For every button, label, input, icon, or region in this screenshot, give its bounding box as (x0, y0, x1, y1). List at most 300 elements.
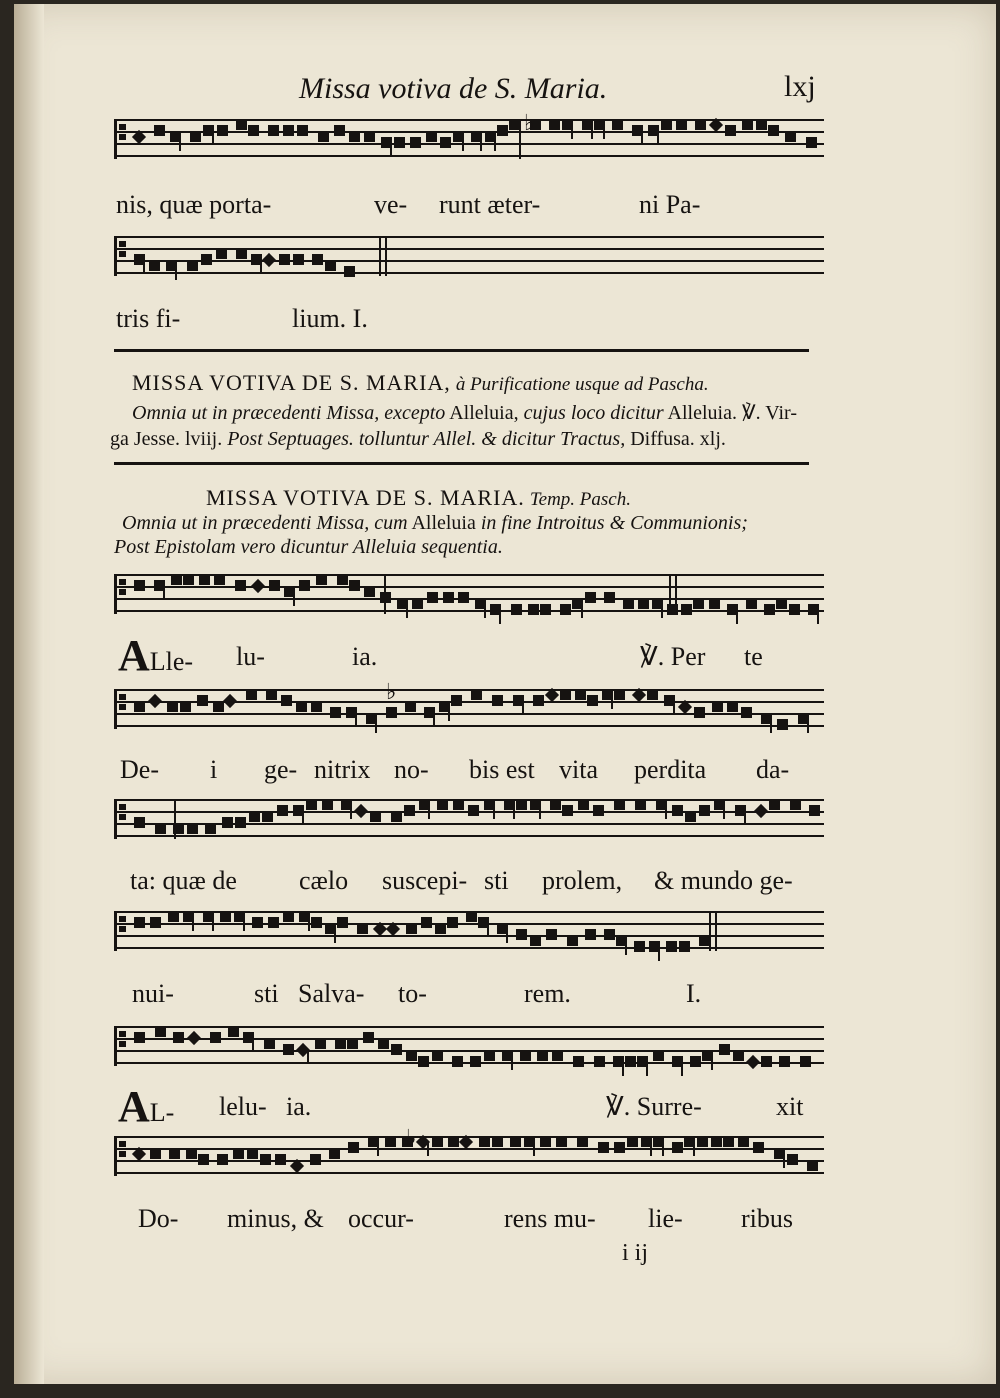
square-neume-icon (627, 1136, 638, 1147)
signature-mark: i ij (622, 1240, 649, 1266)
initial-letter: A (118, 1082, 150, 1131)
square-neume-icon (210, 1032, 221, 1043)
square-neume-icon (746, 598, 757, 609)
rubric-heading: MISSA VOTIVA DE S. MARIA, à Purificatione usque ad Pascha. (132, 370, 709, 395)
square-neume-icon (299, 580, 310, 591)
square-neume-icon (809, 805, 820, 816)
neume-stem (212, 917, 214, 931)
square-neume-icon (800, 1056, 811, 1067)
neume-stem (511, 1056, 513, 1070)
rubric-line: Omnia ut in præcedenti Missa, cum Alleluia in fine Introitus & Communionis; (122, 512, 748, 534)
square-neume-icon (556, 1136, 567, 1147)
square-neume-icon (742, 119, 753, 130)
lyric-syllable: lie- (648, 1204, 683, 1233)
neume-stem (673, 701, 675, 715)
square-neume-icon (661, 119, 672, 130)
square-neume-icon (235, 580, 246, 591)
double-bar-line (675, 574, 677, 614)
neume-stem (377, 1142, 379, 1156)
square-neume-icon (711, 1136, 722, 1147)
neume-stem (770, 719, 772, 733)
lyric-syllable: to- (398, 979, 427, 1008)
neume-stem (334, 929, 336, 943)
neume-stem (212, 131, 214, 145)
square-neume-icon (279, 254, 290, 265)
square-neume-icon (719, 1044, 730, 1055)
square-neume-icon (614, 799, 625, 810)
square-neume-icon (155, 1026, 166, 1037)
neume-stem (625, 941, 627, 955)
square-neume-icon (560, 689, 571, 700)
lyric-syllable: lu- (236, 642, 265, 671)
square-neume-icon (685, 811, 696, 822)
square-neume-icon (201, 254, 212, 265)
square-neume-icon (349, 580, 360, 591)
lyric-syllable: rem. (524, 979, 571, 1008)
square-neume-icon (349, 131, 360, 142)
square-neume-icon (443, 592, 454, 603)
rubric-line: Post Epistolam vero dicuntur Alleluia sequentia. (114, 536, 503, 558)
square-neume-icon (310, 1154, 321, 1165)
square-neume-icon (220, 911, 231, 922)
square-neume-icon (329, 1148, 340, 1159)
neume-stem (462, 137, 464, 151)
lyric-syllable: xit (776, 1092, 804, 1121)
folio-number: lxj (784, 70, 816, 103)
rubric-line: ga Jesse. lviij. Post Septuages. tolluntur Allel. & dicitur Tractus, Diffusa. xlj. (110, 428, 726, 450)
square-neume-icon (492, 1136, 503, 1147)
square-neume-icon (789, 604, 800, 615)
neume-stem (650, 1142, 652, 1156)
lyric-syllable: nitrix (314, 755, 371, 784)
square-neume-icon (458, 592, 469, 603)
square-neume-icon (768, 125, 779, 136)
lyric-syllable: suscepi- (382, 866, 468, 895)
running-title: Missa votiva de S. Maria. (299, 72, 608, 105)
square-neume-icon (406, 1050, 417, 1061)
square-neume-icon (275, 1154, 286, 1165)
double-bar-line (669, 574, 671, 614)
lyric-syllable: runt æter- (439, 190, 541, 219)
square-neume-icon (150, 1148, 161, 1159)
square-neume-icon (364, 586, 375, 597)
rubric-line: Omnia ut in præcedenti Missa, excepto Alleluia, cujus loco dicitur Alleluia. ℣. Vir- (132, 402, 797, 424)
square-neume-icon (470, 1056, 481, 1067)
square-neume-icon (533, 695, 544, 706)
neume-stem (783, 1154, 785, 1168)
square-neume-icon (337, 574, 348, 585)
double-bar-line (709, 911, 711, 951)
lyric-syllable: vita (559, 755, 598, 784)
square-neume-icon (187, 823, 198, 834)
neume-stem (506, 929, 508, 943)
square-neume-icon (268, 917, 279, 928)
square-neume-icon (672, 805, 683, 816)
square-neume-icon (283, 125, 294, 136)
c-clef-icon (114, 574, 127, 614)
square-neume-icon (213, 701, 224, 712)
square-neume-icon (779, 1056, 790, 1067)
square-neume-icon (283, 1044, 294, 1055)
neume-stem (260, 260, 262, 274)
square-neume-icon (435, 923, 446, 934)
square-neume-icon (421, 917, 432, 928)
square-neume-icon (318, 131, 329, 142)
square-neume-icon (577, 1136, 588, 1147)
neume-stem (493, 805, 495, 819)
square-neume-icon (217, 1154, 228, 1165)
lyric-syllable: ni Pa- (639, 190, 701, 219)
neume-stem (581, 604, 583, 618)
square-neume-icon (694, 707, 705, 718)
square-neume-icon (614, 1142, 625, 1153)
square-neume-icon (594, 1056, 605, 1067)
square-neume-icon (733, 1050, 744, 1061)
lyric-syllable: ALle- (118, 631, 194, 680)
chant-staff-4 (114, 689, 824, 729)
square-neume-icon (709, 598, 720, 609)
c-clef-icon (114, 799, 127, 839)
neume-stem (308, 917, 310, 931)
neume-stem (375, 719, 377, 733)
square-neume-icon (347, 1038, 358, 1049)
square-neume-icon (738, 1136, 749, 1147)
neume-stem (302, 811, 304, 825)
square-neume-icon (394, 137, 405, 148)
square-neume-icon (587, 695, 598, 706)
square-neume-icon (169, 1148, 180, 1159)
square-neume-icon (264, 1038, 275, 1049)
square-neume-icon (492, 695, 503, 706)
neume-stem (513, 805, 515, 819)
square-neume-icon (437, 799, 448, 810)
square-neume-icon (725, 125, 736, 136)
square-neume-icon (134, 817, 145, 828)
neume-stem (807, 719, 809, 733)
square-neume-icon (337, 917, 348, 928)
square-neume-icon (756, 119, 767, 130)
neume-stem (665, 805, 667, 819)
square-neume-icon (357, 923, 368, 934)
square-neume-icon (233, 1148, 244, 1159)
square-neume-icon (334, 125, 345, 136)
square-neume-icon (150, 917, 161, 928)
rubric-heading: MISSA VOTIVA DE S. MARIA. Temp. Pasch. (206, 485, 631, 510)
rhombus-neume-icon (223, 694, 237, 708)
square-neume-icon (484, 1050, 495, 1061)
square-neume-icon (293, 254, 304, 265)
lyric-syllable: nis, quæ porta- (116, 190, 272, 219)
neume-stem (522, 701, 524, 715)
square-neume-icon (468, 805, 479, 816)
lyric-syllable: ge- (264, 755, 298, 784)
square-neume-icon (269, 580, 280, 591)
square-neume-icon (235, 817, 246, 828)
square-neume-icon (214, 574, 225, 585)
square-neume-icon (296, 701, 307, 712)
neume-stem (143, 260, 145, 274)
neume-stem (293, 592, 295, 606)
neume-stem (662, 1142, 664, 1156)
neume-stem (611, 695, 613, 709)
square-neume-icon (604, 929, 615, 940)
lyric-syllable: Salva- (298, 979, 365, 1008)
neume-stem (484, 604, 486, 618)
neume-stem (539, 805, 541, 819)
square-neume-icon (585, 592, 596, 603)
square-neume-icon (540, 1136, 551, 1147)
flat-sign-icon: ♭ (524, 111, 535, 136)
rhombus-neume-icon (354, 804, 368, 818)
rhombus-neume-icon (148, 694, 162, 708)
square-neume-icon (173, 1032, 184, 1043)
square-neume-icon (247, 1148, 258, 1159)
square-neume-icon (222, 817, 233, 828)
lyric-syllable: occur- (348, 1204, 414, 1233)
square-neume-icon (741, 707, 752, 718)
neume-stem (622, 1062, 624, 1076)
chant-staff-1 (114, 119, 824, 159)
square-neume-icon (406, 923, 417, 934)
neume-stem (163, 586, 165, 600)
neume-stem (390, 143, 392, 157)
square-neume-icon (249, 811, 260, 822)
lyric-syllable: rens mu- (504, 1204, 596, 1233)
lyric-syllable: cælo (299, 866, 349, 895)
double-bar-line (385, 236, 387, 276)
square-neume-icon (412, 598, 423, 609)
flat-sign-icon: ♭ (386, 680, 397, 705)
square-neume-icon (149, 260, 160, 271)
square-neume-icon (404, 805, 415, 816)
square-neume-icon (520, 1050, 531, 1061)
square-neume-icon (451, 695, 462, 706)
square-neume-icon (277, 805, 288, 816)
square-neume-icon (712, 701, 723, 712)
chant-staff-7 (114, 1026, 824, 1066)
lyric-syllable: i (210, 755, 218, 784)
square-neume-icon (699, 805, 710, 816)
neume-stem (480, 137, 482, 151)
square-neume-icon (410, 137, 421, 148)
square-neume-icon (769, 799, 780, 810)
neume-stem (243, 917, 245, 931)
square-neume-icon (311, 701, 322, 712)
square-neume-icon (348, 1142, 359, 1153)
neume-stem (711, 1056, 713, 1070)
lyric-syllable: nui- (132, 979, 174, 1008)
square-neume-icon (266, 689, 277, 700)
square-neume-icon (638, 598, 649, 609)
square-neume-icon (180, 701, 191, 712)
square-neume-icon (528, 604, 539, 615)
initial-letter: A (118, 631, 150, 680)
square-neume-icon (604, 592, 615, 603)
square-neume-icon (612, 119, 623, 130)
square-neume-icon (306, 799, 317, 810)
lyric-syllable: De- (120, 755, 159, 784)
square-neume-icon (676, 119, 687, 130)
double-bar-line (715, 911, 717, 951)
square-neume-icon (315, 1038, 326, 1049)
lyric-syllable: ia. (352, 642, 378, 671)
rhombus-neume-icon (754, 804, 768, 818)
square-neume-icon (806, 137, 817, 148)
lyric-syllable: I. (686, 979, 702, 1008)
c-clef-icon (114, 119, 127, 159)
neume-stem (428, 805, 430, 819)
square-neume-icon (448, 1136, 459, 1147)
neume-stem (603, 125, 605, 139)
square-neume-icon (672, 1142, 683, 1153)
square-neume-icon (186, 1148, 197, 1159)
lyric-syllable: ℣. Surre- (606, 1092, 702, 1121)
lyric-syllable: ve- (374, 190, 408, 219)
square-neume-icon (199, 574, 210, 585)
lyric-syllable: ribus (741, 1204, 793, 1233)
lyric-syllable: ℣. Per (640, 642, 706, 671)
square-neume-icon (549, 119, 560, 130)
square-neume-icon (634, 941, 645, 952)
neume-stem (350, 805, 352, 819)
square-neume-icon (316, 574, 327, 585)
rhombus-neume-icon (262, 253, 276, 267)
square-neume-icon (785, 131, 796, 142)
square-neume-icon (364, 131, 375, 142)
lyric-syllable: te (744, 642, 763, 671)
square-neume-icon (330, 707, 341, 718)
square-neume-icon (681, 604, 692, 615)
chant-staff-3 (114, 574, 824, 614)
neume-stem (307, 1050, 309, 1064)
square-neume-icon (187, 260, 198, 271)
square-neume-icon (497, 125, 508, 136)
neume-stem (494, 137, 496, 151)
square-neume-icon (391, 1044, 402, 1055)
square-neume-icon (540, 604, 551, 615)
square-neume-icon (585, 929, 596, 940)
square-neume-icon (647, 689, 658, 700)
neume-stem (406, 604, 408, 618)
neume-stem (591, 125, 593, 139)
square-neume-icon (154, 125, 165, 136)
square-neume-icon (560, 604, 571, 615)
square-neume-icon (537, 1050, 548, 1061)
chant-staff-5 (114, 799, 824, 839)
book-page (14, 4, 996, 1384)
square-neume-icon (573, 1056, 584, 1067)
bar-line (384, 574, 386, 614)
rhombus-neume-icon (251, 579, 265, 593)
square-neume-icon (246, 689, 257, 700)
neume-stem (657, 131, 659, 145)
lyric-syllable: & mundo ge- (654, 866, 793, 895)
square-neume-icon (516, 929, 527, 940)
square-neume-icon (578, 799, 589, 810)
lyric-syllable: ta: quæ de (130, 866, 237, 895)
square-neume-icon (530, 935, 541, 946)
square-neume-icon (440, 137, 451, 148)
square-neume-icon (344, 266, 355, 277)
neume-stem (661, 604, 663, 618)
square-neume-icon (260, 1154, 271, 1165)
square-neume-icon (635, 799, 646, 810)
lyric-syllable: tris fi- (116, 304, 181, 333)
c-clef-icon (114, 236, 127, 276)
neume-stem (192, 917, 194, 931)
square-neume-icon (432, 1050, 443, 1061)
square-neume-icon (432, 1136, 443, 1147)
square-neume-icon (236, 248, 247, 259)
double-bar-line (379, 236, 381, 276)
c-clef-icon (114, 1026, 127, 1066)
square-neume-icon (567, 935, 578, 946)
square-neume-icon (653, 1050, 664, 1061)
neume-stem (736, 610, 738, 624)
square-neume-icon (598, 1142, 609, 1153)
square-neume-icon (807, 1160, 818, 1171)
bar-line (174, 799, 176, 839)
square-neume-icon (511, 604, 522, 615)
lyric-syllable: da- (756, 755, 790, 784)
square-neume-icon (546, 929, 557, 940)
square-neume-icon (418, 1056, 429, 1067)
lyric-syllable: sti (484, 866, 509, 895)
square-neume-icon (262, 811, 273, 822)
lyric-syllable: AL- (118, 1082, 175, 1131)
square-neume-icon (723, 1136, 734, 1147)
rhombus-neume-icon (746, 1055, 760, 1069)
neume-stem (427, 1142, 429, 1156)
square-neume-icon (205, 823, 216, 834)
lyric-syllable: lelu- (219, 1092, 267, 1121)
square-neume-icon (753, 1142, 764, 1153)
square-neume-icon (297, 125, 308, 136)
c-clef-icon (114, 1136, 127, 1176)
square-neume-icon (623, 598, 634, 609)
c-clef-icon (114, 911, 127, 951)
square-neume-icon (168, 911, 179, 922)
square-neume-icon (453, 799, 464, 810)
section-divider (114, 349, 809, 352)
chant-staff-8 (114, 1136, 824, 1176)
square-neume-icon (562, 805, 573, 816)
square-neume-icon (761, 1056, 772, 1067)
square-neume-icon (552, 1050, 563, 1061)
square-neume-icon (134, 1032, 145, 1043)
square-neume-icon (197, 695, 208, 706)
square-neume-icon (386, 707, 397, 718)
square-neume-icon (405, 701, 416, 712)
neume-stem (448, 707, 450, 721)
neume-stem (433, 713, 435, 727)
neume-stem (641, 131, 643, 145)
square-neume-icon (790, 799, 801, 810)
square-neume-icon (378, 1038, 389, 1049)
lyric-syllable: ia. (286, 1092, 312, 1121)
square-neume-icon (217, 125, 228, 136)
square-neume-icon (155, 823, 166, 834)
square-neume-icon (516, 799, 527, 810)
square-neume-icon (322, 799, 333, 810)
neume-stem (817, 610, 819, 624)
lyric-syllable: lium. I. (292, 304, 368, 333)
neume-stem (179, 137, 181, 151)
square-neume-icon (363, 1032, 374, 1043)
bar-line (519, 119, 521, 159)
rhombus-neume-icon (187, 1031, 201, 1045)
lyric-syllable: prolem, (542, 866, 623, 895)
